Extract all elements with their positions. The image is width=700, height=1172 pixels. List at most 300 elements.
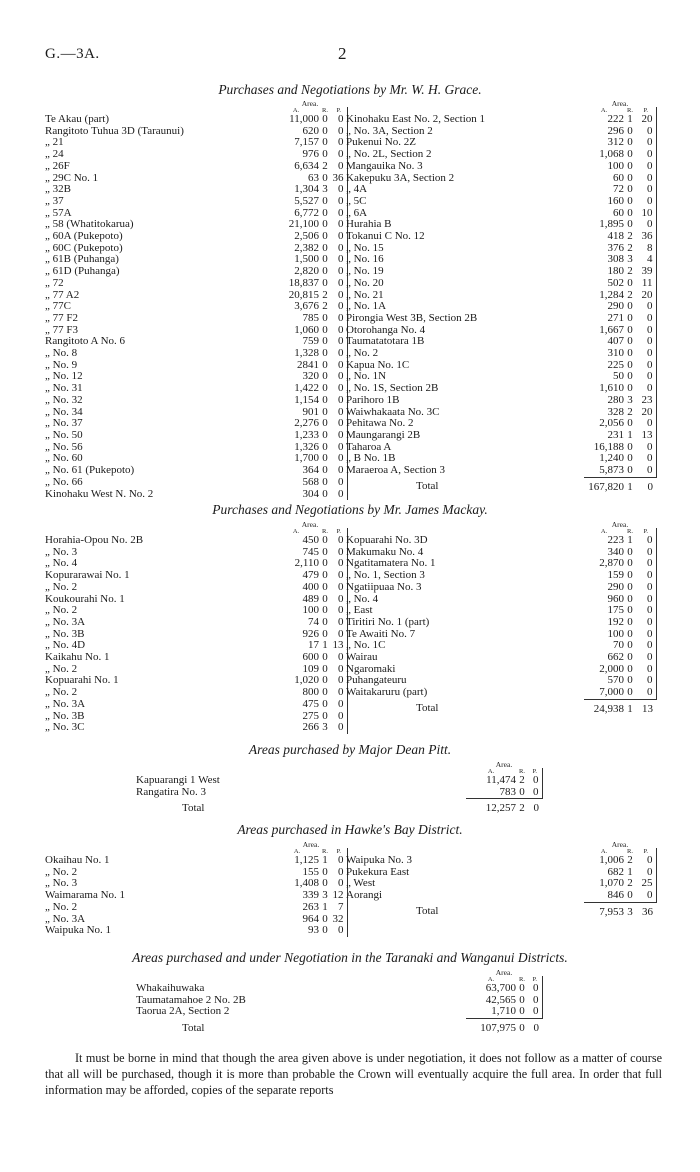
acres-unit-header: A. (292, 107, 300, 114)
perches-value: 0 (636, 126, 656, 138)
roods-value: 0 (322, 124, 328, 137)
taranaki-section-title: Areas purchased and under Negotiation in the Taranaki and Wanganui Districts. (132, 950, 568, 965)
roods-value: 0 (627, 662, 633, 675)
acres-value: 1,240 (599, 452, 624, 465)
acres-value: 570 (607, 674, 624, 687)
roods-value: 1 (627, 428, 633, 441)
roods-value: 0 (627, 382, 633, 395)
perches-value: 0 (636, 465, 656, 477)
land-block-name: Te Akau (part) (45, 114, 109, 125)
perches-unit-header: P. (636, 848, 656, 855)
roods-unit-header: R. (322, 107, 328, 114)
acres-value: 312 (607, 136, 624, 149)
acres-value: 800 (302, 686, 319, 699)
acres-unit-header: A. (487, 976, 495, 983)
acres-value: 785 (302, 311, 319, 324)
perches-value: 0 (636, 617, 656, 629)
land-block-name: Waitakaruru (part) (346, 687, 428, 699)
perches-value: 0 (331, 547, 347, 559)
acres-value: 160 (607, 194, 624, 207)
mackay-section-title: Purchases and Negotiations by Mr. James Mackay. (212, 502, 488, 517)
land-block-name: „ 6A (346, 207, 368, 219)
table-row (346, 617, 656, 629)
land-block-name: „ 29C No. 1 (45, 172, 99, 184)
table-row (45, 231, 347, 243)
perches-value: 0 (636, 360, 656, 372)
perches-value: 0 (636, 325, 656, 337)
acres-value: 2,382 (294, 241, 319, 254)
land-block-name: „ No. 12 (45, 371, 83, 383)
roods-value: 0 (322, 651, 328, 664)
roods-value: 0 (322, 358, 328, 371)
perches-value: 0 (331, 336, 347, 348)
roods-value: 0 (519, 785, 525, 798)
perches-value: 0 (331, 558, 347, 570)
grace-left_rows-grid (45, 100, 348, 500)
perches-unit-header: P. (331, 848, 347, 855)
table-row (45, 855, 347, 867)
roods-value: 0 (627, 604, 633, 617)
acres-value: 93 (308, 924, 319, 937)
land-block-name: Kopurarawai No. 1 (45, 570, 130, 582)
perches-value: 0 (636, 418, 656, 430)
table-row (45, 722, 347, 734)
perches-value: 0 (331, 184, 347, 196)
hawkes-left_rows-grid (45, 841, 348, 937)
acres-value: 901 (302, 405, 319, 418)
roods-value: 0 (322, 569, 328, 582)
acres-value: 1,710 (491, 1005, 516, 1018)
total-acres: 167,820 (584, 477, 624, 493)
land-block-name: „ No. 19 (346, 266, 384, 278)
land-block-name: Pukenui No. 2Z (346, 137, 416, 149)
land-block-name: „ No. 66 (45, 476, 83, 488)
roods-value: 0 (322, 230, 328, 243)
perches-value: 0 (636, 535, 656, 547)
acres-value: 2,820 (294, 265, 319, 278)
roods-value: 0 (322, 487, 328, 500)
perches-value: 0 (636, 184, 656, 196)
land-block-name: „ No. 2 (45, 605, 78, 617)
roods-value: 0 (627, 545, 633, 558)
acres-value: 620 (302, 124, 319, 137)
roods-value: 2 (519, 774, 525, 786)
acres-unit-header: A. (600, 107, 608, 114)
land-block-name: „ East (346, 605, 373, 617)
perches-value: 0 (636, 547, 656, 559)
perches-value: 0 (331, 699, 347, 711)
roods-value: 0 (322, 311, 328, 324)
table-row (45, 278, 347, 290)
roods-value: 0 (627, 615, 633, 628)
perches-value: 0 (528, 775, 542, 787)
land-block-name: Maraeroa A, Section 3 (346, 465, 445, 477)
perches-value: 0 (331, 477, 347, 489)
roods-value: 0 (627, 206, 633, 219)
perches-value: 0 (636, 348, 656, 360)
roods-value: 3 (627, 393, 633, 406)
perches-value: 0 (331, 243, 347, 255)
roods-value: 0 (627, 674, 633, 687)
perches-value: 23 (636, 395, 656, 407)
land-block-name: „ No. 3 (45, 878, 78, 890)
table-row (346, 348, 656, 360)
acres-value: 63 (308, 171, 319, 184)
land-block-name: Rangatira No. 3 (136, 786, 206, 798)
acres-value: 2,056 (599, 417, 624, 430)
roods-value: 0 (627, 124, 633, 137)
total-roods: 1 (624, 699, 636, 715)
table-row (45, 675, 347, 687)
land-block-name: „ No. 60 (45, 453, 83, 465)
table-row (45, 652, 347, 664)
perches-value: 0 (636, 371, 656, 383)
roods-value: 0 (322, 194, 328, 207)
roods-value: 0 (322, 241, 328, 254)
table-row (45, 558, 347, 570)
perches-value: 0 (331, 629, 347, 641)
perches-value: 0 (528, 995, 542, 1007)
roods-value: 1 (627, 865, 633, 878)
roods-value: 0 (627, 557, 633, 570)
land-block-name: Taumatatotara 1B (346, 336, 425, 348)
perches-value: 0 (331, 360, 347, 372)
land-block-name: Pukekura East (346, 866, 410, 878)
table-row (136, 775, 542, 787)
perches-value: 36 (331, 173, 347, 185)
land-block-name: Tiritiri No. 1 (part) (346, 616, 430, 628)
acres-value: 6,772 (294, 206, 319, 219)
perches-value: 0 (636, 687, 656, 699)
total-acres: 24,938 (584, 699, 624, 715)
acres-value: 155 (302, 865, 319, 878)
header-spacer (346, 848, 584, 855)
perches-value: 0 (528, 1006, 542, 1018)
roods-value: 0 (627, 194, 633, 207)
land-block-name: Hurahia B (346, 219, 392, 231)
acres-unit-header: A. (487, 768, 495, 775)
roods-value: 2 (627, 265, 633, 278)
acres-value: 109 (302, 662, 319, 675)
roods-value: 0 (627, 370, 633, 383)
roods-value: 1 (627, 534, 633, 546)
table-row (45, 489, 347, 501)
perches-value: 20 (636, 114, 656, 126)
perches-value: 0 (331, 290, 347, 302)
acres-value: 340 (607, 545, 624, 558)
total-acres: 12,257 (466, 799, 516, 815)
acres-value: 3,676 (294, 300, 319, 313)
acres-unit-header: A. (600, 528, 608, 535)
roods-value: 0 (322, 924, 328, 937)
acres-value: 846 (607, 889, 624, 902)
table-row (45, 453, 347, 465)
perches-value: 0 (331, 301, 347, 313)
table-row (45, 914, 347, 926)
acres-value: 100 (607, 159, 624, 172)
land-block-name: „ No. 2 (45, 866, 78, 878)
perches-value: 0 (331, 407, 347, 419)
table-row (136, 787, 542, 799)
acres-value: 600 (302, 651, 319, 664)
roods-value: 0 (322, 452, 328, 465)
land-block-name: „ 77 F3 (45, 324, 78, 336)
roods-value: 0 (322, 440, 328, 453)
roods-unit-header: R. (322, 528, 328, 535)
land-block-name: „ No. 21 (346, 289, 384, 301)
land-block-name: Waiwhakaata No. 3C (346, 406, 440, 418)
roods-value: 0 (519, 993, 525, 1006)
table-row (45, 477, 347, 489)
roods-value: 0 (627, 311, 633, 324)
perches-value: 0 (331, 465, 347, 477)
perches-value: 0 (331, 675, 347, 687)
land-block-name: „ No. 31 (45, 383, 83, 395)
land-block-name: „ No. 2 (45, 581, 78, 593)
header-spacer (45, 528, 273, 535)
acres-value: 5,527 (294, 194, 319, 207)
perches-value: 0 (636, 890, 656, 902)
acres-value: 1,610 (599, 382, 624, 395)
perches-value: 0 (636, 453, 656, 465)
land-block-name: Te Awaiti No. 7 (346, 628, 416, 640)
perches-value: 13 (331, 640, 347, 652)
roods-value: 0 (322, 393, 328, 406)
table-row (45, 535, 347, 547)
perches-value: 0 (636, 558, 656, 570)
roods-value: 0 (322, 113, 328, 125)
roods-value: 0 (322, 335, 328, 348)
roods-value: 0 (322, 912, 328, 925)
acres-value: 376 (607, 241, 624, 254)
acres-value: 1,422 (294, 382, 319, 395)
roods-value: 0 (627, 569, 633, 582)
land-block-name: „ No. 3B (45, 628, 85, 640)
header-spacer (136, 969, 466, 976)
total-roods: 1 (624, 477, 636, 493)
acres-value: 263 (302, 900, 319, 913)
roods-value: 0 (322, 662, 328, 675)
roods-value: 0 (322, 475, 328, 488)
roods-value: 0 (627, 300, 633, 313)
table-row (346, 687, 656, 699)
table-row (346, 196, 656, 208)
table-row (346, 430, 656, 442)
perches-value: 0 (331, 418, 347, 430)
acres-value: 222 (607, 113, 624, 125)
land-block-name: Ngatiipuaa No. 3 (346, 581, 422, 593)
header-spacer (45, 848, 275, 855)
table-row (45, 925, 347, 937)
roods-value: 0 (322, 171, 328, 184)
total-roods: 0 (516, 1019, 528, 1035)
perches-value: 0 (636, 867, 656, 879)
acres-value: 7,000 (599, 686, 624, 699)
perches-unit-header: P. (528, 768, 542, 775)
table-row (346, 629, 656, 641)
roods-unit-header: R. (627, 528, 633, 535)
perches-value: 0 (331, 371, 347, 383)
land-block-name: „ 60C (Pukepoto) (45, 242, 123, 254)
roods-value: 1 (322, 900, 328, 913)
table-row (346, 161, 656, 173)
roods-value: 0 (519, 1005, 525, 1018)
roods-value: 0 (322, 877, 328, 890)
land-block-name: „ No. 4D (45, 640, 86, 652)
land-block-name: Kakepuku 3A, Section 2 (346, 172, 455, 184)
perches-value: 0 (331, 161, 347, 173)
land-block-name: „ No. 3A (45, 698, 86, 710)
roods-value: 2 (627, 405, 633, 418)
land-block-name: „ 77C (45, 301, 71, 313)
acres-value: 1,700 (294, 452, 319, 465)
acres-value: 74 (308, 615, 319, 628)
pitt-rows-grid (136, 761, 543, 815)
acres-value: 304 (302, 487, 319, 500)
total-acres: 107,975 (466, 1019, 516, 1035)
roods-value: 2 (627, 877, 633, 890)
perches-value: 0 (636, 640, 656, 652)
perches-value: 0 (636, 855, 656, 867)
roods-value: 0 (627, 440, 633, 453)
roods-unit-header: R. (322, 848, 328, 855)
header-spacer (346, 100, 584, 107)
roods-value: 0 (322, 218, 328, 231)
acres-value: 11,474 (486, 774, 516, 786)
perches-value: 0 (331, 664, 347, 676)
perches-value: 32 (331, 914, 347, 926)
land-block-name: „ No. 34 (45, 406, 83, 418)
roods-value: 0 (627, 686, 633, 699)
land-block-name: „ No. 1S, Section 2B (346, 383, 439, 395)
land-block-name: „ 60A (Pukepoto) (45, 231, 123, 243)
acres-value: 339 (302, 889, 319, 902)
perches-value: 0 (331, 489, 347, 501)
total-row (346, 477, 656, 493)
land-block-name: Ngatitamatera No. 1 (346, 558, 436, 570)
roods-value: 0 (627, 171, 633, 184)
land-block-name: Pehitawa No. 2 (346, 418, 414, 430)
table-row (346, 890, 656, 902)
land-block-name: „ 24 (45, 149, 64, 161)
roods-value: 0 (627, 417, 633, 430)
acres-value: 960 (607, 592, 624, 605)
total-perches: 36 (636, 902, 656, 918)
grace-right_rows-grid (346, 100, 657, 494)
area-header: Area. (611, 520, 629, 529)
table-row (45, 114, 347, 126)
roods-value: 0 (627, 452, 633, 465)
roods-value: 2 (322, 300, 328, 313)
perches-value: 13 (636, 430, 656, 442)
area-header: Area. (302, 840, 320, 849)
acres-value: 926 (302, 627, 319, 640)
table-row (45, 699, 347, 711)
land-block-name: „ No. 3B (45, 710, 85, 722)
roods-value: 0 (322, 674, 328, 687)
perches-value: 0 (331, 395, 347, 407)
roods-value: 0 (322, 604, 328, 617)
perches-value: 20 (636, 407, 656, 419)
table-row (346, 395, 656, 407)
land-block-name: Kopuarahi No. 1 (45, 675, 119, 687)
land-block-name: Horahia-Opou No. 2B (45, 535, 144, 546)
acres-value: 192 (607, 615, 624, 628)
acres-value: 6,634 (294, 159, 319, 172)
perches-value: 0 (331, 196, 347, 208)
perches-value: 0 (331, 254, 347, 266)
land-block-name: Makumaku No. 4 (346, 546, 424, 558)
roods-value: 1 (627, 113, 633, 125)
table-row (45, 617, 347, 629)
table-row (45, 348, 347, 360)
header-spacer (136, 768, 466, 775)
header-spacer (45, 521, 273, 528)
land-block-name: Taharoa A (346, 441, 392, 453)
header-spacer (136, 976, 466, 983)
acres-value: 18,837 (288, 276, 319, 289)
table-row (346, 582, 656, 594)
header-spacer (45, 107, 273, 114)
acres-value: 745 (302, 545, 319, 558)
perches-value: 0 (331, 219, 347, 231)
acres-value: 407 (607, 335, 624, 348)
table-row (45, 605, 347, 617)
land-block-name: „ No. 4 (346, 593, 379, 605)
roods-value: 0 (322, 627, 328, 640)
acres-value: 479 (302, 569, 319, 582)
table-row (45, 629, 347, 641)
acres-value: 290 (607, 580, 624, 593)
table-row (346, 855, 656, 867)
roods-value: 3 (322, 183, 328, 196)
perches-value: 39 (636, 266, 656, 278)
roods-value: 0 (322, 347, 328, 360)
perches-value: 0 (636, 196, 656, 208)
roods-value: 0 (627, 136, 633, 149)
perches-value: 0 (331, 313, 347, 325)
perches-unit-header: P. (528, 976, 542, 983)
perches-value: 10 (636, 208, 656, 220)
land-block-name: Otorohanga No. 4 (346, 324, 426, 336)
header-spacer (346, 528, 584, 535)
roods-value: 0 (322, 580, 328, 593)
acres-unit-header: A. (293, 848, 301, 855)
perches-value: 7 (331, 902, 347, 914)
closing-paragraph (45, 1050, 662, 1099)
total-label: Total (182, 801, 205, 814)
table-row (346, 114, 656, 126)
acres-value: 2841 (297, 358, 319, 371)
page-number: 2 (338, 44, 347, 63)
document-reference: G.—3A. (45, 46, 100, 62)
roods-value: 0 (322, 417, 328, 430)
perches-value: 0 (636, 594, 656, 606)
acres-value: 60 (613, 171, 624, 184)
table-row (45, 687, 347, 699)
acres-value: 63,700 (485, 982, 516, 994)
perches-value: 0 (636, 442, 656, 454)
land-block-name: Waimarama No. 1 (45, 890, 126, 902)
acres-value: 159 (607, 569, 624, 582)
land-block-name: Wairau (346, 652, 378, 664)
perches-value: 0 (331, 617, 347, 629)
acres-value: 682 (607, 865, 624, 878)
land-block-name: „ No. 3A (45, 913, 86, 925)
land-block-name: „ No. 3 (45, 546, 78, 558)
roods-unit-header: R. (519, 976, 525, 983)
acres-value: 1,408 (294, 877, 319, 890)
